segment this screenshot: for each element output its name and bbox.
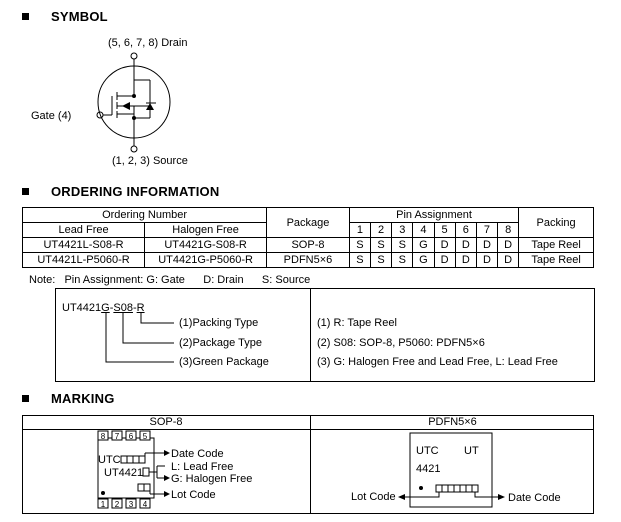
pin-cell: S (349, 238, 370, 253)
pin-cell: S (371, 253, 392, 268)
sop-date-code: Date Code (171, 448, 224, 460)
pin-cell: D (434, 253, 455, 268)
pin-number: 6 (455, 223, 476, 238)
halogen-free-cell: UT4421G-S08-R (145, 238, 267, 253)
source-label: (1, 2, 3) Source (112, 155, 188, 167)
pin-cell: G (413, 253, 434, 268)
pin-number: 3 (392, 223, 413, 238)
lead-free-cell: UT4421L-P5060-R (23, 253, 145, 268)
pin-cell: G (413, 238, 434, 253)
halogen-free-cell: UT4421G-P5060-R (145, 253, 267, 268)
legend-package-type: (2)Package Type (179, 337, 262, 349)
sop-halogen-free: G: Halogen Free (171, 473, 253, 485)
pdfn-utc-text: UTC (416, 445, 439, 457)
pin-cell: S (371, 238, 392, 253)
bullet-icon (22, 395, 29, 402)
sop-pin-label: 5 (142, 432, 148, 441)
sop-lead-free: L: Lead Free (171, 461, 234, 473)
drain-label: (5, 6, 7, 8) Drain (108, 37, 188, 49)
pin-cell: D (476, 238, 497, 253)
lead-free-cell: UT4421L-S08-R (23, 238, 145, 253)
pdfn-marking (0, 430, 621, 514)
code-package: S08 (113, 302, 133, 314)
arrow-icon (498, 494, 505, 500)
sop-pin-label: 2 (114, 500, 120, 509)
package-header: Package (267, 208, 350, 238)
pin-cell: S (392, 238, 413, 253)
explain-packing: (1) R: Tape Reel (317, 317, 397, 329)
pin-cell: D (434, 238, 455, 253)
pin-cell: D (455, 253, 476, 268)
gate-label: Gate (4) (31, 110, 72, 122)
pin-number: 5 (434, 223, 455, 238)
pin-number: 1 (349, 223, 370, 238)
pin-cell: D (498, 253, 519, 268)
package-cell: PDFN5×6 (267, 253, 350, 268)
code-green: G (101, 302, 110, 314)
sop-pin-label: 7 (114, 432, 120, 441)
pin-assignment-note: Note: Pin Assignment: G: Gate D: Drain S: Source (29, 274, 311, 286)
code-dash: - (132, 302, 137, 314)
pin-cell: D (476, 253, 497, 268)
pin-assignment-header: Pin Assignment (349, 208, 518, 223)
code-dash: - (109, 302, 114, 314)
pdfn-part-text: 4421 (416, 463, 441, 475)
ordering-heading-text: ORDERING INFORMATION (51, 184, 220, 199)
packing-cell: Tape Reel (519, 238, 594, 253)
sop-lot-code: Lot Code (171, 489, 216, 501)
sop-pin-label: 4 (142, 500, 148, 509)
pin-number: 8 (498, 223, 519, 238)
legend-green-package: (3)Green Package (179, 356, 269, 368)
pin-number: 7 (476, 223, 497, 238)
sop-pin-label: 1 (100, 500, 106, 509)
sop-pin-label: 3 (128, 500, 134, 509)
pin1-dot-icon (419, 486, 423, 490)
pin-number: 4 (413, 223, 434, 238)
sop-part-text: UT4421 (104, 467, 144, 479)
symbol-heading-text: SYMBOL (51, 9, 108, 24)
explain-green: (3) G: Halogen Free and Lead Free, L: Lead Free (317, 356, 558, 368)
pin-cell: S (392, 253, 413, 268)
pdfn-date-code: Date Code (508, 492, 561, 504)
sop-title: SOP-8 (149, 416, 183, 428)
pin-cell: D (455, 238, 476, 253)
code-packing: R (136, 302, 145, 314)
halogen-free-header: Halogen Free (145, 223, 267, 238)
explain-package: (2) S08: SOP-8, P5060: PDFN5×6 (317, 337, 485, 349)
packing-header: Packing (519, 208, 594, 238)
pdfn-lot-code: Lot Code (351, 491, 396, 503)
marking-heading (22, 391, 115, 406)
packing-cell: Tape Reel (519, 253, 594, 268)
ordering-number-header: Ordering Number (23, 208, 267, 223)
legend-packing-type: (1)Packing Type (179, 317, 259, 329)
sop-pin-label: 8 (100, 432, 106, 441)
package-cell: SOP-8 (267, 238, 350, 253)
pin-cell: S (349, 253, 370, 268)
marking-heading-text: MARKING (51, 391, 115, 406)
code-prefix: UT4421 (62, 302, 102, 314)
lead-free-header: Lead Free (23, 223, 145, 238)
sop-pin-label: 6 (128, 432, 134, 441)
pdfn-ut-text: UT (464, 445, 479, 457)
pin-cell: D (498, 238, 519, 253)
sop-utc-text: UTC (98, 454, 121, 466)
arrow-icon (398, 494, 405, 500)
pin-number: 2 (371, 223, 392, 238)
pdfn-title: PDFN5×6 (428, 416, 477, 428)
